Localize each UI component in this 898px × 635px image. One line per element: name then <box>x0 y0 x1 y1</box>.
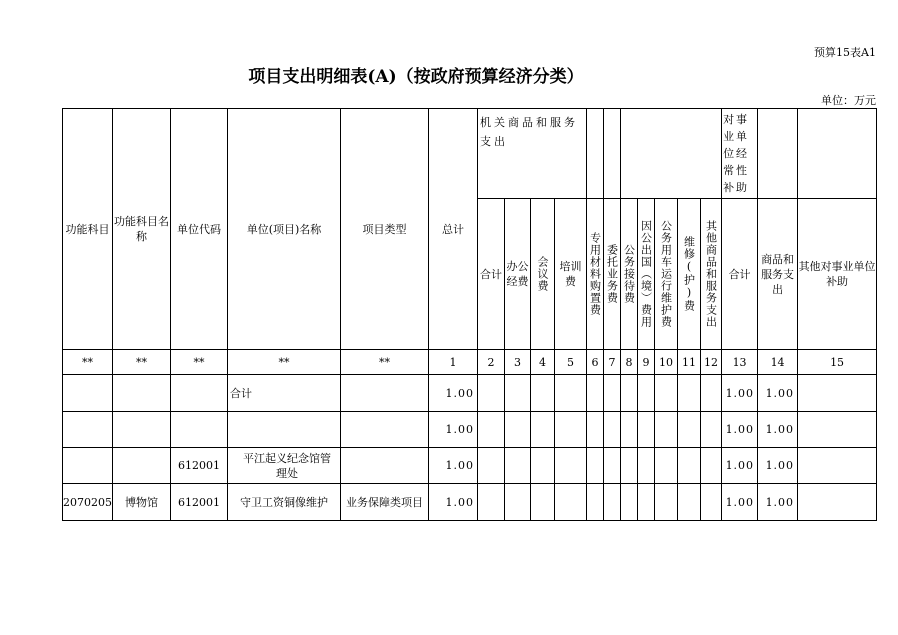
index-cell: 11 <box>678 350 701 375</box>
index-cell: ** <box>228 350 341 375</box>
header-materials: 专用材料购置费 <box>587 199 604 350</box>
cell-subsidy-total: 1.00 <box>722 412 758 448</box>
header-unit-code: 单位代码 <box>171 109 228 350</box>
header-blank <box>798 109 877 199</box>
index-cell: 1 <box>429 350 478 375</box>
header-maintenance: 维修(护)费 <box>678 199 701 350</box>
cell-type <box>341 412 429 448</box>
index-cell: 8 <box>621 350 638 375</box>
index-cell: ** <box>63 350 113 375</box>
cell-name: 平江起义纪念馆管理处 <box>228 448 341 484</box>
cell-code <box>171 412 228 448</box>
cell-func: 2070205 <box>63 484 113 521</box>
index-cell: 9 <box>638 350 655 375</box>
table-code: 预算15表A1 <box>814 46 876 59</box>
header-blank <box>621 109 722 199</box>
cell-total: 1.00 <box>429 448 478 484</box>
index-cell: ** <box>113 350 171 375</box>
index-cell: 2 <box>478 350 505 375</box>
index-cell: ** <box>341 350 429 375</box>
cell-name: 合计 <box>228 375 341 412</box>
header-reception: 公务接待费 <box>621 199 638 350</box>
header-subsidy-other: 其他对事业单位补助 <box>798 199 877 350</box>
cell-type <box>341 448 429 484</box>
header-unit-name: 单位(项目)名称 <box>228 109 341 350</box>
cell-func-name <box>113 375 171 412</box>
header-vehicle: 公务用车运行维护费 <box>655 199 678 350</box>
cell-subsidy-total: 1.00 <box>722 375 758 412</box>
header-training: 培训费 <box>555 199 587 350</box>
header-func-subject-name: 功能科目名称 <box>113 109 171 350</box>
header-row-1 <box>63 109 877 199</box>
header-other-goods: 其他商品和服务支出 <box>701 199 722 350</box>
header-abroad: 因公出国（境）费用 <box>638 199 655 350</box>
cell-code: 612001 <box>171 484 228 521</box>
cell-type: 业务保障类项目 <box>341 484 429 521</box>
index-cell: ** <box>171 350 228 375</box>
cell-name <box>228 412 341 448</box>
cell-total: 1.00 <box>429 484 478 521</box>
header-total: 总计 <box>429 109 478 350</box>
header-blank <box>587 109 604 199</box>
index-cell: 14 <box>758 350 798 375</box>
cell-name: 守卫工资铜像维护 <box>228 484 341 521</box>
index-cell: 5 <box>555 350 587 375</box>
index-cell: 6 <box>587 350 604 375</box>
header-blank <box>604 109 621 199</box>
header-blank <box>758 109 798 199</box>
cell-code: 612001 <box>171 448 228 484</box>
cell-total: 1.00 <box>429 412 478 448</box>
cell-func-name: 博物馆 <box>113 484 171 521</box>
table-row <box>63 448 877 484</box>
header-subsidy-total: 合计 <box>722 199 758 350</box>
table-row <box>63 375 877 412</box>
header-project-type: 项目类型 <box>341 109 429 350</box>
table-row <box>63 412 877 448</box>
cell-func <box>63 448 113 484</box>
cell-func <box>63 412 113 448</box>
header-group-subsidy: 对事业单位经常性补助 <box>722 109 758 199</box>
index-row <box>63 350 877 375</box>
header-goods-total: 合计 <box>478 199 505 350</box>
cell-type <box>341 375 429 412</box>
cell-subsidy-goods: 1.00 <box>758 484 798 521</box>
index-cell: 4 <box>531 350 555 375</box>
unit-label: 单位：万元 <box>821 94 876 107</box>
cell-subsidy-goods: 1.00 <box>758 375 798 412</box>
index-cell: 12 <box>701 350 722 375</box>
cell-func-name <box>113 412 171 448</box>
cell-subsidy-goods: 1.00 <box>758 448 798 484</box>
index-cell: 13 <box>722 350 758 375</box>
header-func-subject: 功能科目 <box>63 109 113 350</box>
header-group-goods: 机关商品和服务支出 <box>478 109 587 199</box>
cell-subsidy-total: 1.00 <box>722 484 758 521</box>
index-cell: 3 <box>505 350 531 375</box>
cell-func <box>63 375 113 412</box>
page-title-text: 项目支出明细表(A)（按政府预算经济分类） <box>248 67 584 87</box>
cell-subsidy-goods: 1.00 <box>758 412 798 448</box>
header-meeting: 会议费 <box>531 199 555 350</box>
cell-subsidy-total: 1.00 <box>722 448 758 484</box>
cell-func-name <box>113 448 171 484</box>
index-cell: 7 <box>604 350 621 375</box>
header-office: 办公经费 <box>505 199 531 350</box>
cell-code <box>171 375 228 412</box>
cell-total: 1.00 <box>429 375 478 412</box>
index-cell: 10 <box>655 350 678 375</box>
page-title <box>0 62 898 87</box>
header-entrust: 委托业务费 <box>604 199 621 350</box>
index-cell: 15 <box>798 350 877 375</box>
expenditure-table <box>62 108 877 521</box>
header-subsidy-goods: 商品和服务支出 <box>758 199 798 350</box>
table-row <box>63 484 877 521</box>
